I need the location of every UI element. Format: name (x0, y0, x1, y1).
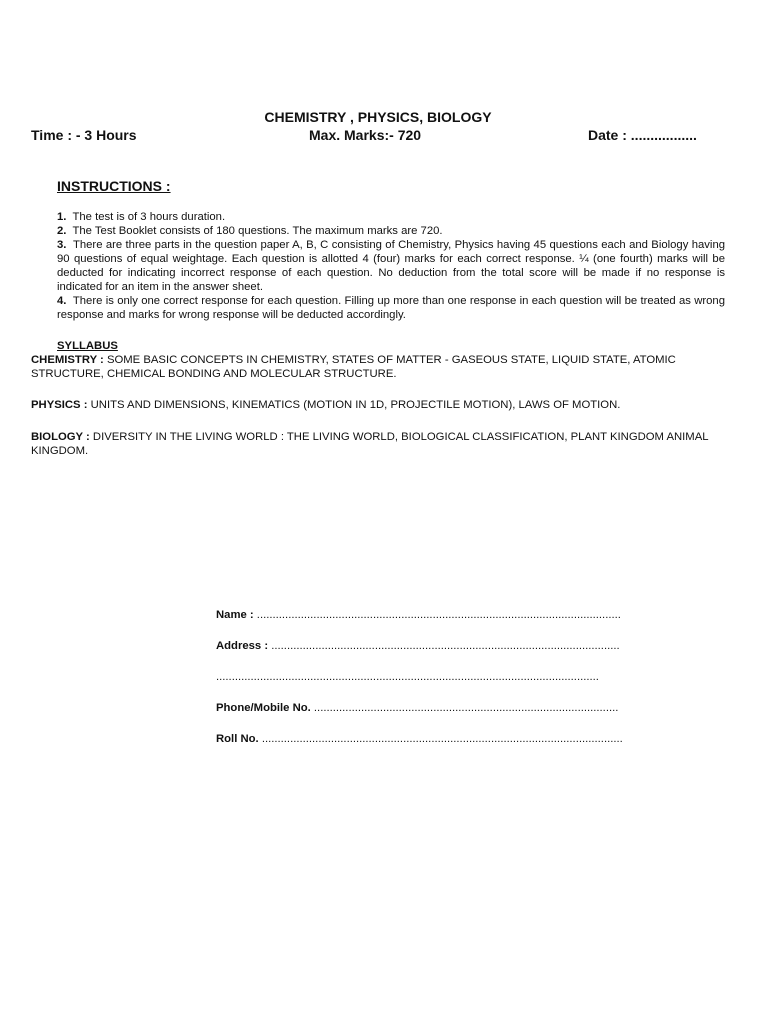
name-label: Name : (216, 609, 254, 621)
address-blank: ............................................................................................................... (268, 640, 620, 652)
address-label: Address : (216, 640, 269, 652)
instruction-number: 4. (57, 295, 67, 307)
roll-number-field (216, 732, 686, 746)
syllabus-heading: SYLLABUS (57, 340, 118, 352)
instructions-list (57, 210, 725, 322)
instruction-item (57, 238, 725, 294)
instruction-item (57, 224, 725, 238)
phone-field (216, 701, 686, 715)
name-field (216, 608, 686, 622)
instruction-text: There is only one correct response for each question. Filling up more than one response in each question will be treated as wrong response and marks for wrong response will be deducted accordingly. (57, 295, 726, 321)
chemistry-topics: SOME BASIC CONCEPTS IN CHEMISTRY, STATES OF MATTER - GASEOUS STATE, LIQUID STATE, ATOMIC STRUCTURE, CHEMICAL BONDING AND MOLECULAR STRUCTURE. (31, 354, 676, 380)
physics-topics: UNITS AND DIMENSIONS, KINEMATICS (MOTION IN 1D, PROJECTILE MOTION), LAWS OF MOTION. (87, 399, 621, 411)
name-blank: .................................................................................................................... (253, 609, 621, 621)
chemistry-label: CHEMISTRY : (31, 354, 104, 366)
instruction-number: 2. (57, 225, 67, 237)
instruction-item (57, 294, 725, 322)
exam-duration: Time : - 3 Hours (31, 127, 137, 143)
exam-header-row (31, 127, 711, 145)
address-blank-line2: .......................................................................................................................... (216, 671, 599, 683)
instruction-text: The test is of 3 hours duration. (72, 211, 226, 223)
address-field-line2 (216, 670, 686, 684)
phone-label: Phone/Mobile No. (216, 702, 311, 714)
instruction-text: The Test Booklet consists of 180 questions. The maximum marks are 720. (72, 225, 443, 237)
exam-max-marks: Max. Marks:- 720 (309, 127, 422, 143)
address-field (216, 639, 686, 653)
biology-topics: DIVERSITY IN THE LIVING WORLD : THE LIVING WORLD, BIOLOGICAL CLASSIFICATION, PLANT KINGDOM ANIMAL KINGDOM. (31, 431, 709, 457)
roll-number-blank: ................................................................................................................... (258, 733, 623, 745)
instruction-text: There are three parts in the question paper A, B, C consisting of Chemistry, Physics having 45 questions each and Biology having 90 questions of equal weightage. Each question is allotted 4 (four) marks for each correct response. ¼ (one fourth) marks will be deducted for indicating incorrect response of each question. No deduction from the total score will be made if no response is indicated for an item in the answer sheet. (57, 239, 726, 293)
exam-title: CHEMISTRY , PHYSICS, BIOLOGY (264, 109, 492, 125)
instruction-number: 1. (57, 211, 67, 223)
instruction-number: 3. (57, 239, 67, 251)
instructions-heading: INSTRUCTIONS : (57, 178, 171, 194)
syllabus-physics (31, 398, 731, 412)
roll-number-label: Roll No. (216, 733, 259, 745)
syllabus-chemistry (31, 353, 731, 381)
instruction-item (57, 210, 725, 224)
biology-label: BIOLOGY : (31, 431, 90, 443)
physics-label: PHYSICS : (31, 399, 88, 411)
phone-blank: ................................................................................................. (310, 702, 619, 714)
syllabus-biology (31, 430, 731, 458)
exam-date: Date : ................. (588, 127, 697, 143)
